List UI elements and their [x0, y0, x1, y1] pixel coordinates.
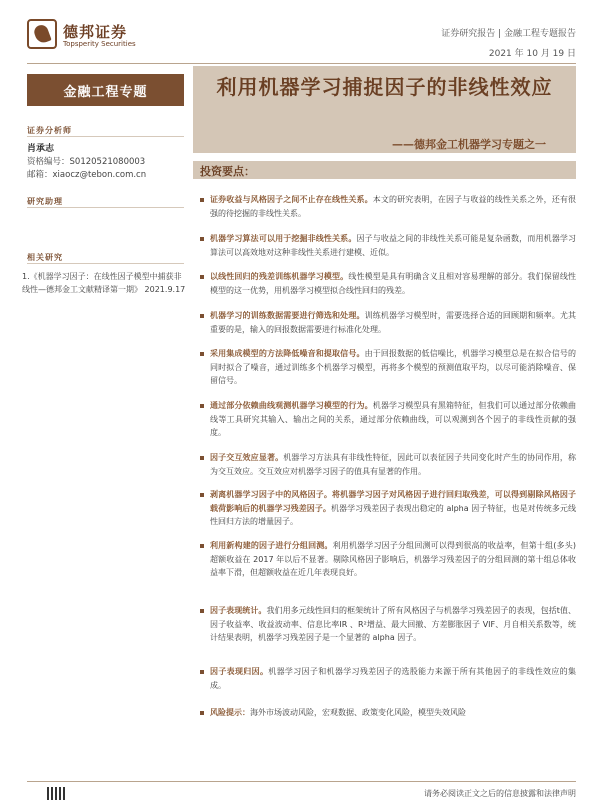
analyst-heading: 证券分析师: [27, 126, 72, 135]
analyst-email[interactable]: 邮箱：xiaocz@tebon.com.cn: [27, 170, 147, 180]
key-point-item: [200, 451, 576, 478]
brand-name-cn: 德邦证券: [63, 23, 128, 41]
report-date: 2021 年 10 月 19 日: [488, 49, 576, 59]
key-point-text: 线性模型是具有明确含义且相对容易理解的部分。我们保留线性模型的这一优势，用机器学习模型拟合线性回归的残差。: [210, 272, 577, 295]
key-point-text: 由于回报数据的低信噪比，机器学习模型总是在拟合信号的同时拟合了噪音，通过训练多个机器学习模型，再将多个模型的预测值取平均，以尽可能消除噪音、保留信号。: [210, 349, 577, 385]
key-point-emphasis: 风险提示：: [210, 708, 250, 717]
key-point-item: [200, 488, 576, 529]
key-point-emphasis: 因子交互效应显著。: [210, 453, 284, 462]
key-point-item: [200, 347, 576, 388]
key-point-emphasis: 因子表现归因。: [210, 667, 269, 676]
footer-disclaimer: 请务必阅读正文之后的信息披露和法律声明: [424, 789, 576, 798]
key-point-text: 我们用多元线性回归的框架统计了所有风格因子与机器学习残差因子的表现，包括t值、因子收益率、收益波动率、信息比率IR 、R²增益、最大回撤、方差膨胀因子 VIF、月自相关系数等，统计结果表明，机器学习残差因子是一个显著的 alpha 因子。: [210, 606, 577, 642]
related-item[interactable]: 1.《机器学习因子：在线性因子模型中捕获非线性—德邦金工文献精译第一期》 2021.9.17: [22, 272, 186, 294]
brand-name-en: Topsperity Securities: [63, 40, 136, 48]
key-point-emphasis: 通过部分依赖曲线观测机器学习模型的行为。: [210, 401, 373, 410]
key-point-item: [200, 539, 576, 580]
analyst-name: 肖承志: [27, 144, 55, 154]
key-point-text: 机器学习残差因子表现出稳定的 alpha 因子特征，也是对传统多元线性回归方法的增量因子。: [210, 503, 576, 526]
key-point-item: [200, 232, 576, 259]
related-divider: [27, 263, 184, 264]
key-point-text: 机器学习模型具有黑箱特征，但我们可以通过部分依赖曲线等工具研究其输入、输出之间的关系，通过部分依赖曲线，可以观测到各个因子的非线性贡献的强度。: [210, 401, 577, 437]
key-point-item: [200, 665, 576, 692]
key-point-text: 机器学习因子和机器学习残差因子的选股能力来源于所有其他因子的非线性效应的集成。: [210, 667, 576, 690]
qr-code-icon: [47, 787, 65, 800]
analyst-divider: [27, 136, 184, 137]
key-point-item: [200, 270, 576, 297]
report-type: 证券研究报告 | 金融工程专题报告: [441, 29, 576, 39]
key-point-emphasis: 以线性回归的残差训练机器学习模型。: [210, 272, 349, 281]
key-point-text: 训练机器学习模型时，需要选择合适的回顾期和频率。尤其重要的是，输入的回报数据需要进行标准化处理。: [210, 311, 577, 334]
key-point-emphasis: 采用集成模型的方法降低噪音和提取信号。: [210, 349, 365, 358]
key-point-emphasis: 机器学习的训练数据需要进行筛选和处理。: [210, 311, 365, 320]
company-logo: [27, 19, 145, 53]
assistant-divider: [27, 207, 184, 208]
bullet-square-icon: [200, 544, 204, 548]
key-point-text: 本文的研究表明，在因子与收益的线性关系之外，还有很强的待挖掘的非线性关系。: [210, 195, 577, 218]
logo-bull-icon: [27, 19, 57, 49]
report-subtitle: ——德邦金工机器学习专题之一: [392, 138, 546, 151]
report-title: 利用机器学习捕捉因子的非线性效应: [216, 75, 553, 99]
bullet-square-icon: [200, 670, 204, 674]
analyst-cert: 资格编号：S0120521080003: [27, 157, 146, 167]
key-point-text: 机器学习方法具有非线性特征，因此可以表征因子共同变化时产生的协同作用，称为交互效应。交互效应对机器学习因子的值具有显著的作用。: [210, 453, 577, 476]
bullet-square-icon: [200, 275, 204, 279]
bullet-square-icon: [200, 314, 204, 318]
key-point-item: [200, 706, 576, 720]
bullet-square-icon: [200, 404, 204, 408]
header-divider: [27, 63, 576, 64]
key-point-emphasis: 机器学习算法可以用于挖掘非线性关系。: [210, 234, 357, 243]
key-point-text: 海外市场波动风险，宏观数据、政策变化风险，模型失效风险: [250, 708, 466, 717]
key-point-item: [200, 309, 576, 336]
bullet-square-icon: [200, 352, 204, 356]
bullet-square-icon: [200, 237, 204, 241]
key-point-item: [200, 399, 576, 440]
key-point-emphasis: 利用新构建的因子进行分组回测。: [210, 541, 333, 550]
bullet-square-icon: [200, 711, 204, 715]
key-point-item: [200, 604, 576, 645]
bullet-square-icon: [200, 198, 204, 202]
bullet-square-icon: [200, 456, 204, 460]
bullet-square-icon: [200, 609, 204, 613]
key-points-heading: 投资要点：: [200, 165, 255, 178]
assistant-heading: 研究助理: [27, 197, 63, 206]
key-point-emphasis: 剥离机器学习因子中的风格因子。将机器学习因子对风格因子进行回归取残差，可以得到剔除风格因子载荷影响后的机器学习残差因子。: [210, 490, 576, 513]
category-tag: 金融工程专题: [27, 74, 184, 106]
bullet-square-icon: [200, 493, 204, 497]
key-point-item: [200, 193, 576, 220]
related-heading: 相关研究: [27, 253, 63, 262]
key-point-text: 利用机器学习因子分组回测可以得到很高的收益率，但第十组(多头)超额收益在 2017 年以后不显著。剔除风格因子影响后，机器学习残差因子的分组回测的第十组总体收益率下滑，但超额收益在近几年表现良好。: [210, 541, 576, 577]
key-point-emphasis: 因子表现统计。: [210, 606, 267, 615]
footer-divider: [27, 781, 576, 782]
key-point-text: 因子与收益之间的非线性关系可能是复杂函数，而用机器学习算法可以高效地对这种非线性关系进行建模、近似。: [210, 234, 576, 257]
key-point-emphasis: 证券收益与风格因子之间不止存在线性关系。: [210, 195, 373, 204]
